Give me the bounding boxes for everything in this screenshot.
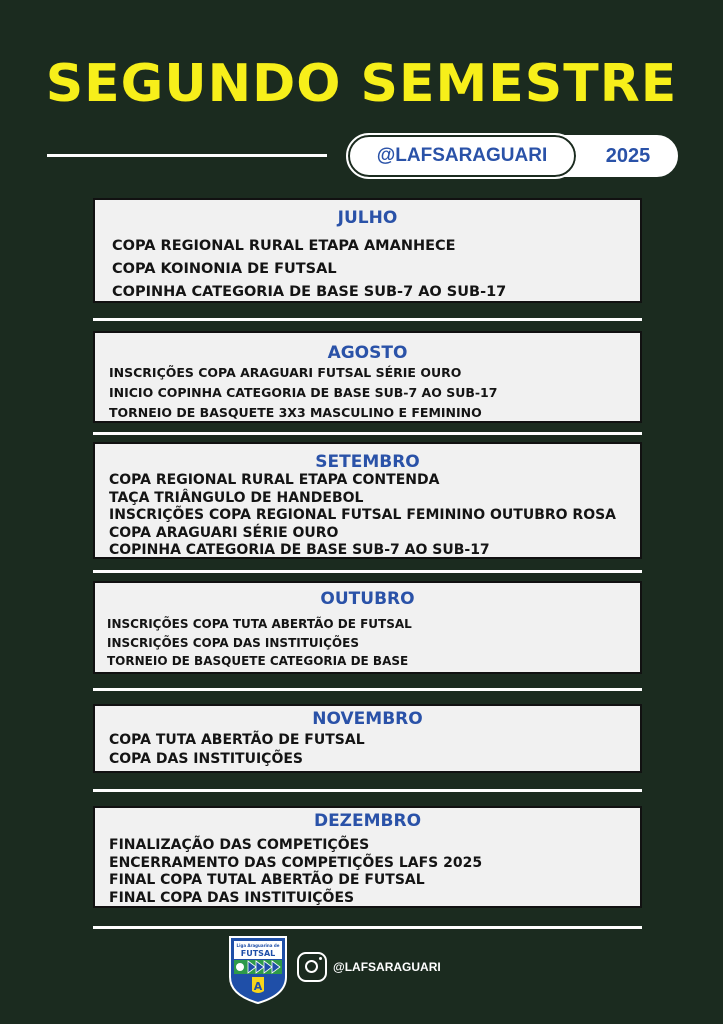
- event-item: INSCRIÇÕES COPA DAS INSTITUIÇÕES: [107, 635, 359, 650]
- divider-line: [93, 688, 642, 691]
- event-item: TORNEIO DE BASQUETE CATEGORIA DE BASE: [107, 654, 409, 668]
- month-title: SETEMBRO: [315, 452, 420, 472]
- divider-line: [93, 926, 642, 929]
- event-item: COPA DAS INSTITUIÇÕES: [109, 751, 303, 767]
- year-label: 2025: [605, 144, 651, 167]
- month-title: NOVEMBRO: [312, 709, 423, 729]
- event-item: COPA KOINONIA DE FUTSAL: [112, 261, 337, 277]
- event-item: COPA REGIONAL RURAL ETAPA AMANHECE: [112, 238, 456, 254]
- month-title: OUTUBRO: [320, 589, 415, 609]
- event-item: TAÇA TRIÂNGULO DE HANDEBOL: [109, 489, 364, 506]
- month-title: JULHO: [337, 208, 398, 228]
- event-item: COPA ARAGUARI SÉRIE OURO: [109, 524, 339, 541]
- month-box-novembro: [93, 704, 642, 773]
- event-item: INSCRIÇÕES COPA ARAGUARI FUTSAL SÉRIE OURO: [109, 365, 462, 380]
- divider-line: [93, 789, 642, 792]
- event-item: INICIO COPINHA CATEGORIA DE BASE SUB-7 AO SUB-17: [109, 385, 498, 400]
- instagram-icon[interactable]: [297, 952, 327, 982]
- event-item: FINALIZAÇÃO DAS COMPETIÇÕES: [109, 837, 370, 853]
- month-box-julho: [93, 198, 642, 303]
- logo-letter: A: [253, 980, 263, 993]
- event-item: ENCERRAMENTO DAS COMPETIÇÕES LAFS 2025: [109, 854, 483, 871]
- event-item: COPA TUTA ABERTÃO DE FUTSAL: [109, 732, 365, 748]
- event-item: COPA REGIONAL RURAL ETAPA CONTENDA: [109, 472, 440, 488]
- event-item: INSCRIÇÕES COPA TUTA ABERTÃO DE FUTSAL: [107, 617, 412, 631]
- month-title: DEZEMBRO: [313, 811, 422, 831]
- instagram-handle-label[interactable]: @LAFSARAGUARI: [333, 960, 441, 974]
- event-item: INSCRIÇÕES COPA REGIONAL FUTSAL FEMININO OUTUBRO ROSA: [109, 507, 617, 523]
- logo-text-main: FUTSAL: [240, 949, 276, 958]
- month-title: AGOSTO: [327, 343, 408, 363]
- instagram-handle-pill[interactable]: @LAFSARAGUARI: [348, 135, 576, 177]
- month-box-agosto: [93, 331, 642, 423]
- month-box-setembro: [93, 442, 642, 559]
- divider-line: [93, 432, 642, 435]
- divider-line: [93, 318, 642, 321]
- event-item: COPINHA CATEGORIA DE BASE SUB-7 AO SUB-17: [112, 284, 507, 300]
- event-item: FINAL COPA TUTAL ABERTÃO DE FUTSAL: [109, 872, 425, 888]
- event-item: COPINHA CATEGORIA DE BASE SUB-7 AO SUB-17: [109, 542, 490, 558]
- page-title: SEGUNDO SEMESTRE: [45, 54, 678, 114]
- event-item: FINAL COPA DAS INSTITUIÇÕES: [109, 889, 355, 906]
- logo-text-top: Liga Araguarina de: [236, 943, 280, 948]
- divider-line: [93, 570, 642, 573]
- divider-line: [47, 154, 327, 157]
- month-box-dezembro: [93, 806, 642, 908]
- event-item: TORNEIO DE BASQUETE 3X3 MASCULINO E FEMININO: [109, 405, 482, 420]
- month-box-outubro: [93, 581, 642, 674]
- lafs-shield-logo-icon: [226, 933, 290, 1005]
